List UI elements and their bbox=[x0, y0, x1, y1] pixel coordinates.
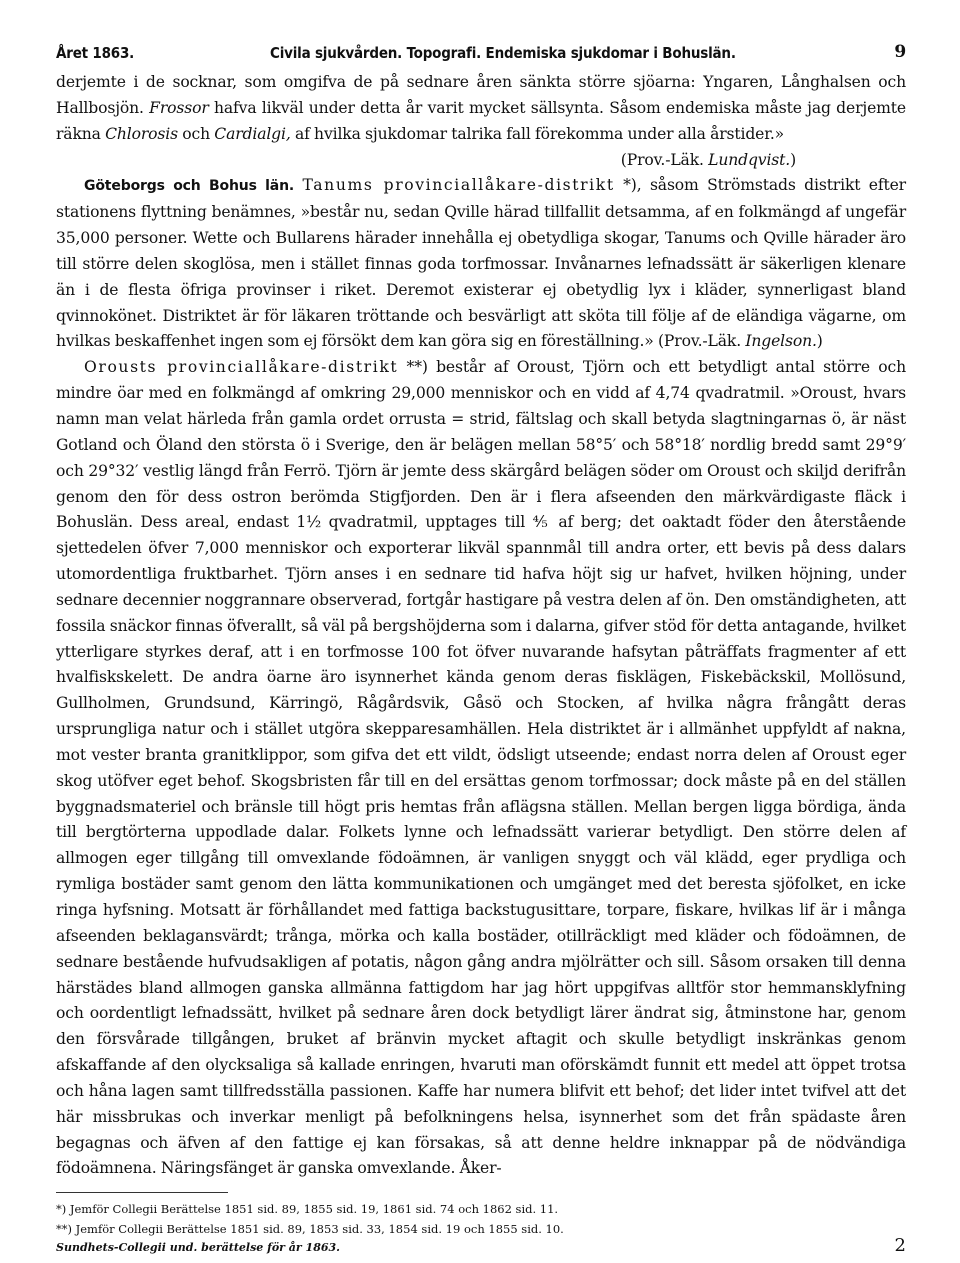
text-run: *), såsom Strömstads distrikt efter stationens flyttning benämnes, »består nu, sedan Qville härad tillfallit detsamma, af en folkmängd af ungefär 35,000 personer. Wette och Bullarens härader innehålla ej obetydliga skogar, Tanums och Qville härader äro till större delen skoglösa, men i stället finnas goda torfmossar. Invånarnes lefnadssätt är säkerligen klenare än i de flesta öfriga provinser i riket. Deremot existerar ej obetydlig lyx i kläder, synnerligast bland qvinnokönet. Distriktet är för läkaren tröttande och besvärligt att sköta till följe af de eländiga vägarne, om hvilkas beskaffenhet ingen som ej försökt dem kan göra sig en föreställning.» (Prov.-Läk. bbox=[56, 176, 906, 351]
paragraph bbox=[56, 70, 906, 148]
text-run: Göteborgs och Bohus län. bbox=[84, 178, 295, 195]
text-run: Lundqvist. bbox=[708, 150, 791, 169]
footer-publication-line: Sundhets-Collegii und. berättelse för år 1863. bbox=[56, 1241, 341, 1255]
text-run: af hvilka sjukdomar talrika fall förekomma under alla årstider.» bbox=[290, 124, 785, 143]
text-run: Frossor bbox=[149, 98, 209, 117]
text-run: Ingelson. bbox=[745, 332, 817, 351]
footnote-separator bbox=[56, 1192, 228, 1193]
text-run: Cardialgi, bbox=[214, 124, 291, 143]
footnote: **) Jemför Collegii Berättelse 1851 sid. 89, 1853 sid. 33, 1854 sid. 19 och 1855 sid. 10. bbox=[56, 1222, 564, 1237]
header-section-title: Civila sjukvården. Topografi. Endemiska sjukdomar i Bohuslän. bbox=[270, 44, 736, 62]
text-run: och bbox=[177, 124, 215, 143]
page-footer bbox=[56, 1235, 906, 1263]
paragraph bbox=[56, 355, 906, 1182]
body-text bbox=[56, 70, 906, 1182]
text-run: derjemte i de socknar, som omgifva de på sednare åren sänkta större sjöarna: Yngaren, Långhalsen och Hallbosjön. bbox=[56, 73, 906, 117]
running-header bbox=[56, 40, 906, 70]
paragraph bbox=[56, 173, 906, 355]
header-year: Året 1863. bbox=[56, 44, 135, 62]
text-run: Tanums provinciallåkare-distrikt bbox=[302, 176, 615, 195]
text-run: ) bbox=[790, 150, 796, 169]
footnote: *) Jemför Collegii Berättelse 1851 sid. 89, 1855 sid. 19, 1861 sid. 74 och 1862 sid. 11. bbox=[56, 1202, 559, 1217]
text-run: ) bbox=[816, 332, 823, 351]
text-run bbox=[294, 176, 302, 194]
document-page bbox=[56, 40, 906, 1263]
text-run: hafva likväl under detta år varit mycket sällsynta. Såsom endemiska måste jag derjemte räkna bbox=[56, 98, 906, 143]
text-run: (Prov.-Läk. bbox=[620, 150, 709, 169]
signature-line bbox=[56, 148, 906, 174]
text-run: Chlorosis bbox=[105, 124, 178, 143]
text-run: Orousts provinciallåkare-distrikt bbox=[84, 358, 399, 377]
text-run: **) består af Oroust, Tjörn och ett betydligt antal större och mindre öar med en folkmängd af omkring 29,000 menniskor och en vidd af 4,74 qvadratmil. »Oroust, hvars namn man velat härleda från gamla ordet orrusta = strid, fältslag och skall betyda slagtningarnas ö, är näst Gotland och Öland den största ö i Sverige, den är belägen mellan 58°5′ och 58°18′ nordlig bredd samt 29°9′ och 29°32′ vestlig längd från Ferrö. Tjörn är jemte dess skärgård belägen söder om Oroust och skiljd derifrån genom den för dess ostron berömda Stigfjorden. Den är i flera afseenden den märkvärdigaste fläck i Bohuslän. Dess areal, endast 1½ qvadratmil, upptages till ⅘ af berg; det oaktadt föder den återstående sjettedelen öfver 7,000 menniskor och exporterar likväl spannmål till andra orter, ett bevis på dess dalars utomordentliga fruktbarhet. Tjörn anses i en sednare tid hafva höjt sig ur hafvet, hvilken höjning, under sednare decennier noggrannare observerad, fortgår hastigare på vestra delen af ön. Den omständigheten, att fossila snäckor finnas öfverallt, så väl på bergshöjderna som i dalarna, gifver stöd för detta antagande, hvilket ytterligare styrkes deraf, att i en torfmosse 100 fot öfver nuvarande hafsytan påträffats fragmenter af ett hvalfiskskelett. De andra öarne äro isynnerhet kända genom deras fisklägen, Fiskebäckskil, Mollösund, Gullholmen, Grundsund, Kärringö, Rågårdsvik, Gåsö och Stocken, af hvilka några frångått deras ursprungliga natur och i stället utgöra skepparesamhällen. Hela distriktet är i allmänhet uppfyldt af nakna, mot vester branta granitklippor, som gifva det ett vildt, ödsligt utseende; endast norra delen af Oroust eger skog utöfver eget behof. Skogsbristen får till en del ersättas genom torfmossar; dock måste på en del ställen byggnadsmateriel och bränsle till högt pris hemtas från aflägsna ställen. Mellan bergen ligga bördiga, ända till bergtörterna uppodlade dalar. Folkets lynne och lefnadssätt varierar betydligt. Den större delen af allmogen eger tillgång till omvexlande födoämnen, är vanligen snyggt och väl klädd, eger prydliga och rymliga bostäder samt genom den lätta kommunikationen och umgänget med det beresta sjöfolket, en icke ringa hyfsning. Motsatt är förhållandet med fattiga backstugusittare, torpare, fiskare, hvilkas lif är i många afseenden beklagansvärdt; trånga, mörka och kalla bostäder, otillräckligt med kläder och födoämnen, de sednare bestående hufvudsakligen af potatis, någon gång andra mjölrätter och sill. Såsom orsaken till denna härstädes bland allmogen ganska allmänna fattigdom har jag hört uppgifvas alltför stor hemmansklyfning och oordentligt lefnadssätt, hvilket på sednare åren dock betydligt lärer ändrat sig, åtminstone har, genom den försvårade tillgången, bruket af bränvin mycket aftagit och skulle betydligt inskränkas genom afskaffande af den olycksaliga så kallade enringen, hvaruti man oförskämdt funnit ett medel att öppet trotsa och håna lagen samt tillfredsställa passionen. Kaffe har numera blifvit ett behof; det lider intet tvifvel att det här missbrukas och inverkar menligt på befolkningens helsa, isynnerhet som det från spädaste åren begagnas och äfven af den fattige ej kan försakas, så att denne heldre inknappar på de nödvändiga födoämnena. Näringsfänget är ganska omvexlande. Åker- bbox=[56, 358, 906, 1178]
footer-signature-number: 2 bbox=[894, 1235, 906, 1257]
header-page-number: 9 bbox=[894, 42, 906, 62]
footnotes bbox=[56, 1199, 906, 1239]
